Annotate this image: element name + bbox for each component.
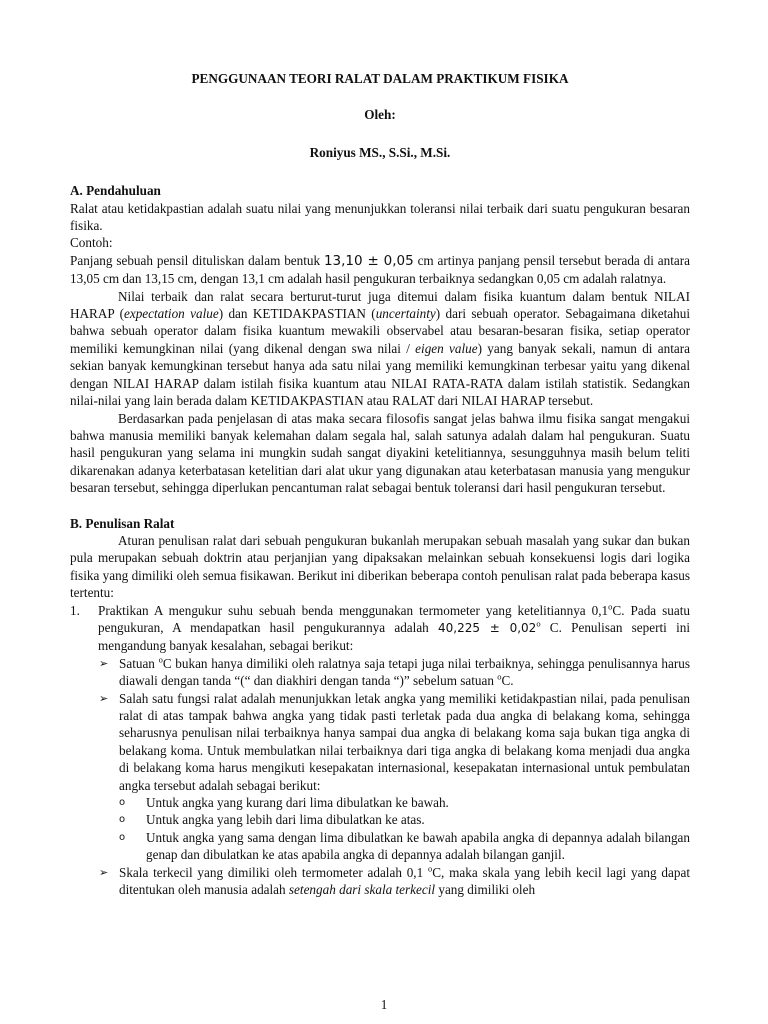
section-b-heading: B. Penulisan Ralat: [70, 515, 175, 531]
degree-symbol: o: [497, 671, 502, 682]
bullet3-text-c: yang dimiliki oleh: [435, 882, 536, 898]
section-a-paragraph-2: [70, 252, 690, 288]
p3-text-a: Nilai terbaik dan ralat secara berturut-turut juga ditemui dalam fisika kuantum dalam bentuk NILAI HARAP (: [70, 288, 690, 322]
circle-bullet-icon: o: [119, 831, 126, 843]
bullet2-text: Salah satu fungsi ralat adalah menunjukkan letak angka yang memiliki ketidakpastian nilai, pada penulisan ralat di atas tampak bahwa angka yang tidak pasti terletak pada dua angka di belakang koma, sehingga seharusnya penulisan nilai terbaiknya hanya sampai dua angka di belakang koma saja bukan tiga angka di belakang koma. Untuk membulatkan nilai terbaiknya dari tiga angka di belakang koma menjadi dua angka di belakang koma harus mengikuti kesepakatan internasional, kesepakatan internasional untuk pembulatan angka tersebut adalah sebagai berikut:: [119, 690, 690, 793]
section-a-paragraph-3: [70, 288, 690, 410]
bullet3-italic: setengah dari skala terkecil: [288, 882, 436, 898]
degree-symbol: o: [428, 863, 433, 874]
degree-symbol: o: [536, 618, 541, 629]
bullet1-text-a: Satuan: [119, 655, 159, 671]
section-a-heading: A. Pendahuluan: [70, 183, 161, 199]
bullet1-text-b: C bukan hanya dimiliki oleh ralatnya saja tetapi juga nilai terbaiknya, sehingga penulisannya harus diawali dengan tanda “(“ dan diakhiri dengan tanda “)” sebelum satuan: [119, 655, 690, 689]
p2-text-before: Panjang sebuah pensil dituliskan dalam bentuk: [70, 252, 324, 268]
bullet1-text-c: C.: [501, 673, 514, 689]
rounding-rule-text: Untuk angka yang sama dengan lima dibulatkan ke bawah apabila angka di depannya adalah bilangan genap dan dibulatkan ke atas apabila angka di depannya adalah bilangan ganjil.: [146, 829, 690, 863]
example-label: Contoh:: [70, 235, 113, 251]
p3-text-e: ) dari sebuah operator. Sebagaimana diketahui bahwa sebuah operator dalam fisika kuantum mewakili observabel atau besaran-besaran fisika, setiap operator memiliki kemungkinan nilai (yang dikenal dengan swa nilai /: [70, 306, 690, 356]
item1-text-a: Praktikan A mengukur suhu sebuah benda menggunakan termometer yang ketelitiannya 0,1: [98, 602, 609, 618]
rounding-rule-text: Untuk angka yang lebih dari lima dibulatkan ke atas.: [146, 812, 425, 828]
rounding-rule: [119, 811, 690, 828]
section-a-paragraph-4: Berdasarkan pada penjelasan di atas maka secara filosofis sangat jelas bahwa ilmu fisika sangat mengakui bahwa manusia memiliki banyak kelemahan dalam segala hal, salah satunya adalah dalam hal pengukuran. Suatu hasil pengukuran yang selama ini mungkin sudah sangat diyakini ketelitiannya, sesungguhnya masih belum teliti dikarenakan adanya keterbatasan ketelitian dari alat ukur yang digunakan atau keterbatasan manusia yang mengukur besaran tersebut, sehingga diperlukan pencantuman ralat sebagai bentuk toleransi dari hasil pengukuran tersebut.: [70, 410, 690, 496]
degree-symbol: o: [608, 601, 613, 612]
p3-expectation-value: expectation value: [123, 306, 219, 322]
arrow-bullet-icon: ➢: [99, 656, 109, 670]
example-item-1-text: [98, 602, 690, 655]
section-a-paragraph-1: Ralat atau ketidakpastian adalah suatu nilai yang menunjukkan toleransi nilai terbaik dari suatu pengukuran besaran fisika.: [70, 200, 690, 234]
author-by-label: Oleh:: [364, 107, 396, 123]
author-name: Roniyus MS., S.Si., M.Si.: [309, 144, 451, 160]
degree-symbol: o: [158, 654, 163, 665]
rounding-rule: [119, 829, 690, 864]
bullet3-text-a: Skala terkecil yang dimiliki oleh termometer adalah 0,1: [119, 864, 428, 880]
page-number: 1: [380, 997, 388, 1012]
circle-bullet-icon: o: [119, 814, 126, 826]
p2-text-after: cm artinya panjang pensil tersebut berada di antara 13,05 cm dan 13,15 cm, dengan 13,1 cm adalah hasil pengukuran terbaiknya sedangkan 0,05 cm adalah ralatnya.: [70, 252, 690, 287]
rounding-rule: [119, 794, 690, 811]
error-bullet-2: [98, 690, 690, 864]
document-title: PENGGUNAAN TEORI RALAT DALAM PRAKTIKUM FISIKA: [191, 71, 569, 86]
item1-text-b: C. Pada suatu pengukuran, A mendapatkan hasil pengukurannya adalah: [98, 602, 690, 635]
error-bullet-1: [98, 655, 690, 690]
circle-bullet-icon: o: [119, 797, 126, 809]
arrow-bullet-icon: ➢: [99, 691, 109, 705]
pencil-length-equation: 13,10 ± 0,05: [323, 252, 414, 269]
examples-list: [70, 602, 690, 899]
arrow-bullet-icon: ➢: [99, 865, 109, 879]
temperature-equation: 40,225 ± 0,02: [438, 620, 537, 635]
list-number: 1.: [70, 602, 80, 618]
item1-text-c: C. Penulisan seperti ini mengandung banyak kesalahan, sebagai berikut:: [98, 619, 690, 654]
p3-text-g: ) yang banyak sekali, namun di antara sekian banyak kemungkinan tersebut hanya ada satu nilai yang memiliki kemungkinan terbesar yaitu yang dikenal dengan NILAI HARAP dalam istilah fisika kuantum atau NILAI RATA-RATA dalam istilah statistik. Sedangkan nilai-nilai yang lain berada dalam KETIDAKPASTIAN atau RALAT dari NILAI HARAP tersebut.: [70, 340, 690, 409]
bullet3-text-b: C, maka skala yang lebih kecil lagi yang dapat ditentukan oleh manusia adalah: [119, 864, 690, 898]
section-b-paragraph-1: Aturan penulisan ralat dari sebuah pengukuran bukanlah merupakan sebuah masalah yang sukar dan bukan pula merupakan sebuah doktrin atau perjanjian yang dipaksakan melainkan sebuah konsekuensi logis dari logika fisika yang dimiliki oleh semua fisikawan. Berikut ini diberikan beberapa contoh penulisan ralat pada beberapa kasus tertentu:: [70, 532, 690, 601]
rounding-rule-text: Untuk angka yang kurang dari lima dibulatkan ke bawah.: [146, 795, 449, 811]
error-bullet-3: [98, 864, 690, 899]
errors-list: [98, 655, 690, 899]
p3-eigen-value: eigen value: [415, 340, 478, 356]
p3-uncertainty: uncertainty: [375, 306, 436, 322]
p3-text-c: ) dan KETIDAKPASTIAN (: [218, 306, 376, 322]
rounding-rules-list: [119, 794, 690, 864]
example-item-1: [70, 602, 690, 899]
